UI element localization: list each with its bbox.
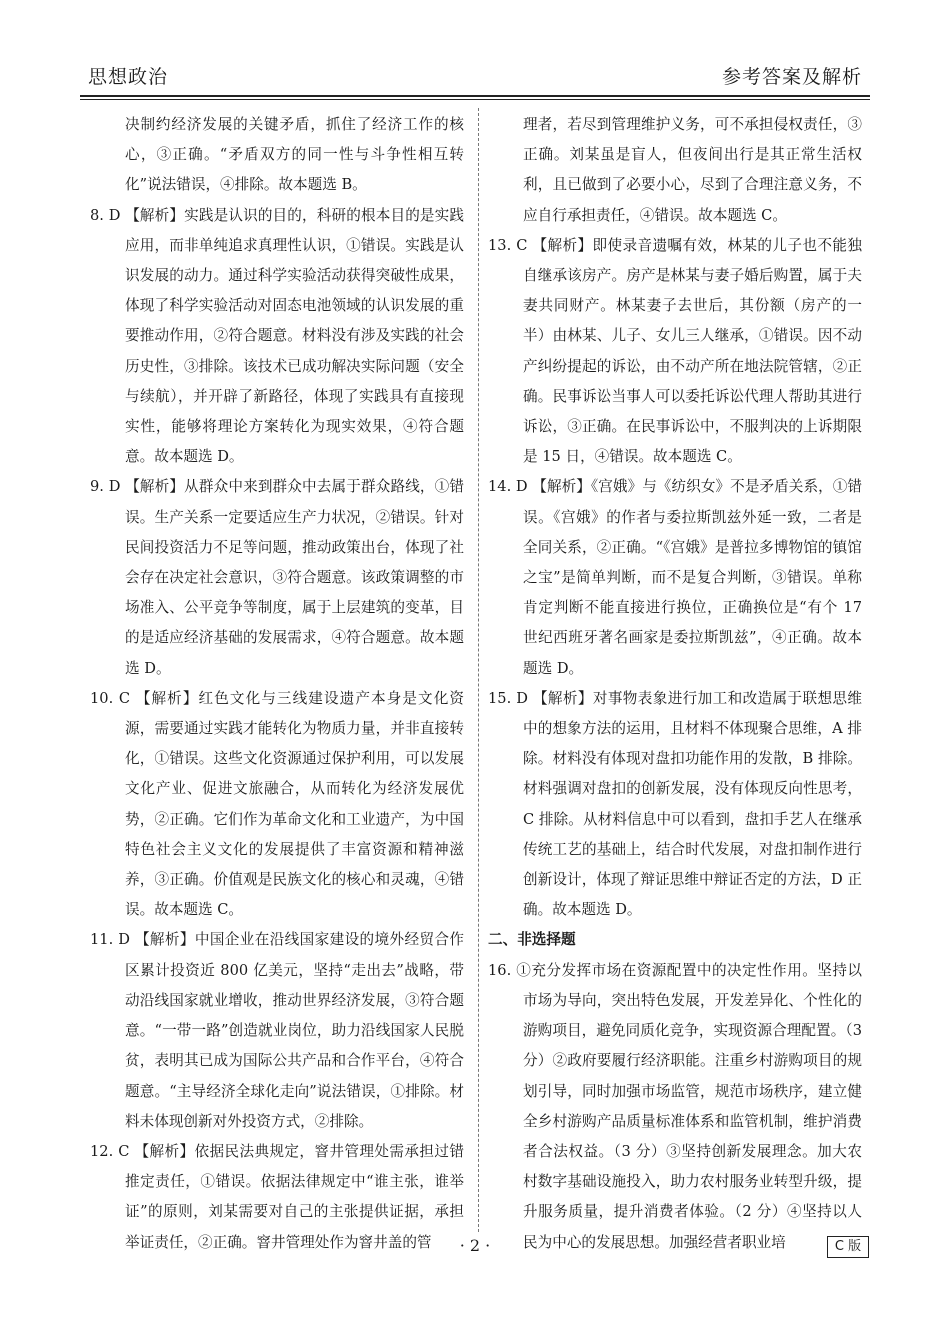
left-column bbox=[90, 110, 464, 1258]
answer-8: 8. D 【解析】实践是认识的目的，科研的根本目的是实践应用，而非单纯追求真理性认识，①错误。实践是认识发展的动力。通过科学实验活动获得突破性成果，体现了科学实验活动对固态电池领域的认识发展的重要推动作用，②符合题意。材料没有涉及实践的社会历史性，③排除。该技术已成功解决实际问题（安全与续航），并开辟了新路径，体现了实践具有直接现实性，能够将理论方案转化为现实效果，④符合题意。故本题选 D。 bbox=[90, 206, 464, 466]
right-column bbox=[488, 110, 862, 1258]
answer-12: 12. C 【解析】依据民法典规定，窨井管理处需承担过错推定责任，①错误。依据法律规定中“谁主张，谁举证”的原则，刘某需要对自己的主张提供证据，承担举证责任，②正确。窨井管理处作为窨井盖的管 bbox=[90, 1142, 464, 1251]
answer-13: 13. C 【解析】即使录音遗嘱有效，林某的儿子也不能独自继承该房产。房产是林某与妻子婚后购置，属于夫妻共同财产。林某妻子去世后，其份额（房产的一半）由林某、儿子、女儿三人继承，①错误。因不动产纠纷提起的诉讼，由不动产所在地法院管辖，②正确。民事诉讼当事人可以委托诉讼代理人帮助其进行诉讼，③正确。在民事诉讼中，不服判决的上诉期限是 15 日，④错误。故本题选 C。 bbox=[488, 236, 862, 466]
answer-continuation: 决制约经济发展的关键矛盾，抓住了经济工作的核心，③正确。“矛盾双方的同一性与斗争性相互转化”说法错误，④排除。故本题选 B。 bbox=[125, 116, 464, 194]
header-rule-thick bbox=[80, 95, 870, 97]
column-divider bbox=[478, 108, 479, 1232]
answer-15: 15. D 【解析】对事物表象进行加工和改造属于联想思维中的想象方法的运用，且材料不体现聚合思维，A 排除。材料没有体现对盘扣功能作用的发散，B 排除。材料强调对盘扣的创新发展，没有体现反向性思考，C 排除。从材料信息中可以看到，盘扣手艺人在继承传统工艺的基础上，结合时代发展，对盘扣制作进行创新设计，体现了辩证思维中辩证否定的方法，D 正确。故本题选 D。 bbox=[488, 689, 862, 919]
answer-12-continuation: 理者，若尽到管理维护义务，可不承担侵权责任，③正确。刘某虽是盲人，但夜间出行是其正常生活权利，且已做到了必要小心，尽到了合理注意义务，不应自行承担责任，④错误。故本题选 C。 bbox=[523, 116, 862, 224]
section-heading-non-choice: 二、非选择题 bbox=[488, 931, 576, 949]
subject-title: 思想政治 bbox=[88, 66, 169, 88]
answer-16: 16. ①充分发挥市场在资源配置中的决定性作用。坚持以市场为导向，突出特色发展，开发差异化、个性化的游购项目，避免同质化竞争，实现资源合理配置。（3 分）②政府要履行经济职能。注重乡村游购项目的规划引导，同时加强市场监管，规范市场秩序，建立健全乡村游购产品质量标准体系和监管机制，维护消费者合法权益。（3 分）③坚持创新发展理念。加大农村数字基础设施投入，助力农村服务业转型升级，提升服务质量，提升消费者体验。（2 分）④坚持以人民为中心的发展思想。加强经营者职业培 bbox=[488, 961, 862, 1251]
edition-badge: C 版 bbox=[827, 1236, 869, 1258]
header-rule-thin bbox=[80, 99, 870, 100]
answer-9: 9. D 【解析】从群众中来到群众中去属于群众路线，①错误。生产关系一定要适应生产力状况，②错误。针对民间投资活力不足等问题，推动政策出台，体现了社会存在决定社会意识，③符合题意。该政策调整的市场准入、公平竞争等制度，属于上层建筑的变革，目的是适应经济基础的发展需求，④符合题意。故本题选 D。 bbox=[90, 478, 464, 677]
page-number: · 2 · bbox=[459, 1236, 491, 1255]
answer-11: 11. D 【解析】中国企业在沿线国家建设的境外经贸合作区累计投资近 800 亿美元，坚持“走出去”战略，带动沿线国家就业增收，推动世界经济发展，③符合题意。“一带一路”创造就业岗位，助力沿线国家人民脱贫，表明其已成为国际公共产品和合作平台，④符合题意。“主导经济全球化走向”说法错误，①排除。材料未体现创新对外投资方式，②排除。 bbox=[90, 931, 464, 1130]
answer-10: 10. C 【解析】红色文化与三线建设遗产本身是文化资源，需要通过实践才能转化为物质力量，并非直接转化，①错误。这些文化资源通过保护利用，可以发展文化产业、促进文旅融合，从而转化为经济发展优势，②正确。它们作为革命文化和工业遗产，为中国特色社会主义文化的发展提供了丰富资源和精神滋养，③正确。价值观是民族文化的核心和灵魂，④错误。故本题选 C。 bbox=[90, 689, 464, 919]
page-header bbox=[80, 62, 870, 92]
document-type-title: 参考答案及解析 bbox=[721, 66, 862, 88]
answer-14: 14. D 【解析】《宫娥》与《纺织女》不是矛盾关系，①错误。《宫娥》的作者与委拉斯凯兹外延一致，二者是全同关系，②正确。“《宫娥》是普拉多博物馆的镇馆之宝”是简单判断，而不是复合判断，③错误。单称肯定判断不能直接进行换位，正确换位是“有个 17 世纪西班牙著名画家是委拉斯凯兹”，④正确。故本题选 D。 bbox=[488, 478, 862, 677]
